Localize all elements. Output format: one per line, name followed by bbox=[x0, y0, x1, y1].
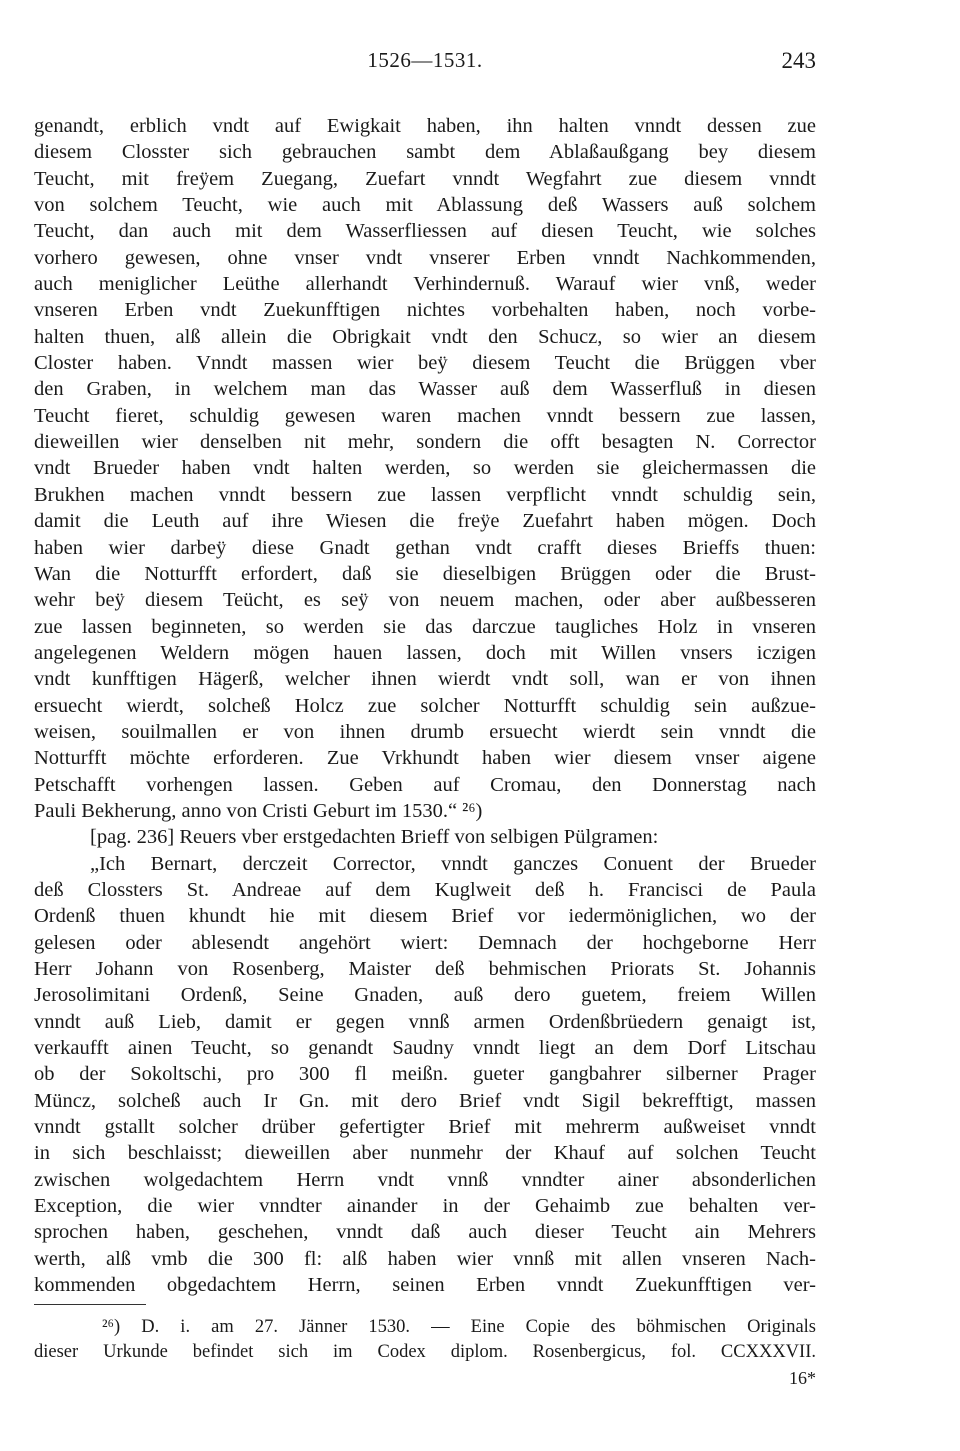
text-line: vnseren Erben vndt Zuekunfftigen nichtes vorbehalten haben, noch vorbe- bbox=[34, 299, 816, 322]
text-line: vnndt gstallt solcher drüber gefertigter Brief mit mehrerm außweiset vnndt bbox=[34, 1116, 816, 1139]
text-line: von solchem Teucht, wie auch mit Ablassung deß Wassers auß solchem bbox=[34, 194, 816, 217]
text-line: Exception, die wier vnndter ainander in der Gehaimb zue behalten ver- bbox=[34, 1195, 816, 1218]
text-line: deß Clossters St. Andreae auf dem Kuglweit deß h. Francisci de Paula bbox=[34, 878, 816, 901]
text-line: vorhero gewesen, ohne vnser vndt vnserer Erben vnndt Nachkommenden, bbox=[34, 246, 816, 269]
text-line: sprochen haben, geschehen, vnndt daß auch dieser Teucht ain Mehrers bbox=[34, 1221, 816, 1244]
text-line: zue lassen beginneten, so werden sie das darczue taugliches Holz in vnseren bbox=[34, 615, 816, 638]
text-line: haben wier darbeÿ diese Gnadt gethan vndt crafft dieses Brieffs thuen: bbox=[34, 536, 816, 559]
text-line: vnndt auß Lieb, damit er gegen vnnß armen Ordenßbrüedern genaigt ist, bbox=[34, 1010, 816, 1033]
text-line: „Ich Bernart, derczeit Corrector, vnndt ganczes Conuent der Brueder bbox=[90, 852, 816, 875]
text-line: Closter haben. Vnndt massen wier beÿ diesem Teucht die Brüggen vber bbox=[34, 352, 816, 375]
text-line: damit die Leuth auf ihre Wiesen die freÿe Zuefahrt haben mögen. Doch bbox=[34, 510, 816, 533]
text-line: auch meniglicher Leüthe allerhandt Verhindernuß. Warauf wier vnß, weder bbox=[34, 273, 816, 296]
text-line: Pauli Bekherung, anno von Cristi Geburt im 1530.“ ²⁶) bbox=[34, 799, 483, 822]
text-line: den Graben, in welchem man das Wasser auß dem Wasserfluß in diesen bbox=[34, 378, 816, 401]
text-line: halten thuen, alß allein die Obrigkait vndt den Schucz, so wier an diesem bbox=[34, 325, 816, 348]
running-head: 1526—1531. bbox=[367, 48, 483, 72]
text-line: Brukhen machen vnndt bessern zue lassen verpflicht vnndt schuldig sein, bbox=[34, 483, 816, 506]
text-line: Herr Johann von Rosenberg, Maister deß behmischen Priorats St. Johannis bbox=[34, 958, 816, 980]
text-line: ob der Sokoltschi, pro 300 fl meißn. gueter gangbahrer silberner Prager bbox=[34, 1063, 816, 1086]
text-line: angelegenen Weldern mögen hauen lassen, doch mit Willen vnsers iczigen bbox=[34, 641, 816, 664]
page-header bbox=[34, 48, 816, 84]
text-line: Petschafft vorhengen lassen. Geben auf Cromau, den Donnerstag nach bbox=[34, 773, 816, 796]
text-line: genandt, erblich vndt auf Ewigkait haben, ihn halten vnndt dessen zue bbox=[34, 115, 816, 137]
text-line: kommenden obgedachtem Herrn, seinen Erben vnndt Zuekunfftigen ver- bbox=[34, 1274, 816, 1297]
signature-mark: 16* bbox=[789, 1368, 816, 1388]
page-number: 243 bbox=[781, 48, 816, 73]
text-line: gelesen oder ablesendt angehört wiert: Demnach der hochgeborne Herr bbox=[34, 931, 816, 954]
text-line: in sich beschlaisst; dieweillen aber nunmehr der Khauf auf solchen Teucht bbox=[34, 1142, 816, 1165]
footnote-line: ²⁶) D. i. am 27. Jänner 1530. — Eine Copie des böhmischen Originals bbox=[102, 1317, 816, 1337]
text-line: Jerosolimitani Ordenß, Seine Gnaden, auß dero guetem, freiem Willen bbox=[34, 984, 816, 1007]
text-line: Teucht, mit freÿem Zuegang, Zuefart vnndt Wegfahrt zue diesem vnndt bbox=[34, 167, 816, 190]
text-line: zwischen wolgedachtem Herrn vndt vnnß vnndter ainer absonderlichen bbox=[34, 1168, 816, 1191]
text-line: werth, alß vmb die 300 fl: alß haben wier vnnß mit allen vnseren Nach- bbox=[34, 1247, 816, 1270]
text-line: Wan die Notturfft erfordert, daß sie dieselbigen Brüggen oder die Brust- bbox=[34, 562, 816, 585]
footnote-line: dieser Urkunde befindet sich im Codex diplom. Rosenbergicus, fol. CCXXXVII. bbox=[34, 1342, 816, 1362]
text-line: Teucht fieret, schuldig gewesen waren machen vnndt bessern zue lassen, bbox=[34, 404, 816, 427]
text-line: Teucht, dan auch mit dem Wasserfliessen auf diesen Teucht, wie solches bbox=[34, 220, 816, 243]
text-line: verkaufft ainen Teucht, so genandt Saudny vnndt liegt an dem Dorf Litschau bbox=[34, 1037, 816, 1060]
footnotes bbox=[34, 1315, 816, 1365]
text-line: [pag. 236] Reuers vber erstgedachten Brieff von selbigen Pülgramen: bbox=[90, 826, 659, 849]
text-line: diesem Closster sich gebrauchen sambt dem Ablaßaußgang bey diesem bbox=[34, 141, 816, 164]
text-line: ersuecht wierdt, solcheß Holcz zue solcher Notturfft schuldig sein außzue- bbox=[34, 694, 816, 717]
footnote-divider bbox=[34, 1304, 146, 1305]
text-line: weisen, souilmallen er von ihnen drumb ersuecht wierdt sein vnndt die bbox=[34, 720, 816, 743]
text-line: Ordenß thuen khundt hie mit diesem Brief vor iedermöniglichen, wo der bbox=[34, 905, 816, 928]
text-line: wehr beÿ diesem Teücht, es seÿ von neuem machen, oder aber außbesseren bbox=[34, 589, 816, 612]
text-line: vndt kunfftigen Hägerß, welcher ihnen wierdt vndt soll, wan er von ihnen bbox=[34, 668, 816, 691]
text-line: Notturfft möchte erforderen. Zue Vrkhundt haben wier diesem vnser aigene bbox=[34, 747, 816, 770]
body-text bbox=[34, 113, 816, 1298]
text-line: Müncz, solcheß auch Ir Gn. mit dero Brief vndt Sigil bekrefftigt, massen bbox=[34, 1089, 816, 1112]
text-line: dieweillen wier denselben nit mehr, sondern die offt besagten N. Corrector bbox=[34, 431, 816, 454]
text-line: vndt Brueder haben vndt halten werden, so werden sie gleichermassen die bbox=[34, 457, 816, 480]
